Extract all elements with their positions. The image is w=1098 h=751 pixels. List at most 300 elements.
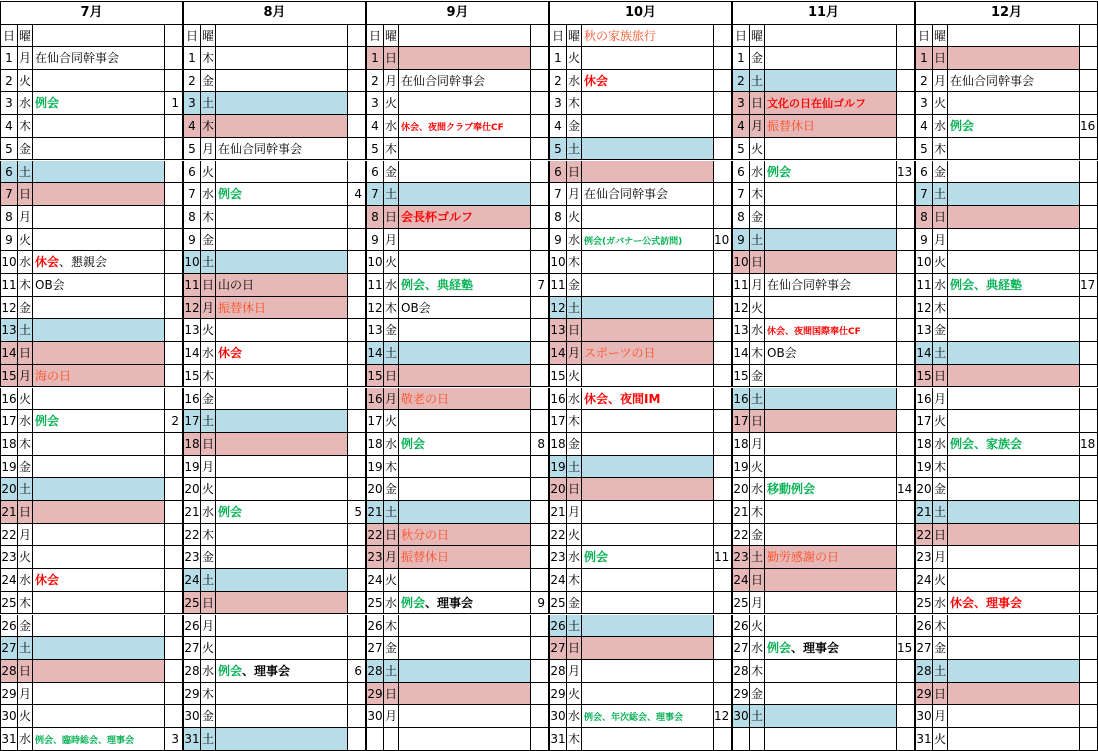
day-row (0, 365, 183, 388)
day-number: 13 (733, 319, 750, 341)
day-row (549, 251, 732, 274)
meeting-count (348, 615, 365, 637)
day-row (183, 433, 366, 456)
meeting-count (897, 410, 914, 432)
event-cell (582, 615, 714, 637)
weekday: 金 (750, 365, 765, 387)
event-text: 休会 (35, 573, 60, 588)
meeting-count (714, 365, 731, 387)
day-row (732, 183, 915, 206)
weekday: 木 (18, 592, 33, 614)
day-row (915, 569, 1098, 592)
day-number: 4 (184, 115, 201, 137)
day-number: 30 (1, 705, 18, 727)
weekday: 水 (567, 388, 582, 410)
event-cell (33, 161, 165, 183)
weekday: 土 (567, 138, 582, 160)
day-number (733, 728, 750, 750)
day-number: 8 (550, 206, 567, 228)
event-cell (399, 115, 531, 137)
weekday: 金 (933, 161, 948, 183)
meeting-count (531, 229, 548, 251)
event-cell (33, 319, 165, 341)
event-cell (33, 410, 165, 432)
day-row (183, 274, 366, 297)
day-number: 18 (367, 433, 384, 455)
day-number: 16 (916, 388, 933, 410)
event-cell (765, 410, 897, 432)
event-cell (582, 297, 714, 319)
day-row (915, 615, 1098, 638)
meeting-count (897, 47, 914, 69)
day-number: 11 (733, 274, 750, 296)
day-row (732, 319, 915, 342)
day-row (0, 592, 183, 615)
day-row (549, 478, 732, 501)
day-row (366, 365, 549, 388)
day-row (915, 342, 1098, 365)
weekday: 金 (384, 161, 399, 183)
day-row (732, 728, 915, 751)
weekday: 木 (201, 524, 216, 546)
weekday: 金 (201, 388, 216, 410)
meeting-count (165, 705, 182, 727)
meeting-count (714, 388, 731, 410)
event-cell (399, 47, 531, 69)
day-number: 15 (367, 365, 384, 387)
event-text: 振替休日 (218, 300, 267, 315)
day-number: 26 (367, 615, 384, 637)
day-number: 14 (1, 342, 18, 364)
month-title: 12月 (915, 1, 1098, 25)
day-row (366, 229, 549, 252)
meeting-count (1080, 524, 1097, 546)
weekday: 土 (201, 410, 216, 432)
weekday: 月 (18, 206, 33, 228)
day-row (0, 92, 183, 115)
weekday: 土 (933, 501, 948, 523)
day-number: 21 (184, 501, 201, 523)
day-row (183, 161, 366, 184)
weekday: 月 (750, 433, 765, 455)
day-header: 日 (916, 25, 933, 46)
meeting-count (714, 410, 731, 432)
meeting-count: 16 (1080, 119, 1096, 134)
event-cell (216, 92, 348, 114)
event-text-suffix: 、理事会 (242, 663, 291, 678)
event-text: 秋分の日 (401, 527, 450, 542)
day-number: 25 (916, 592, 933, 614)
weekday: 月 (384, 705, 399, 727)
event-cell (399, 705, 531, 727)
weekday: 月 (750, 115, 765, 137)
day-number: 1 (916, 47, 933, 69)
meeting-count (1080, 456, 1097, 478)
day-row (0, 456, 183, 479)
day-row (732, 229, 915, 252)
event-text: 勤労感謝の日 (767, 550, 840, 565)
day-row (0, 274, 183, 297)
weekday: 水 (933, 592, 948, 614)
event-cell (399, 206, 531, 228)
weekday: 火 (18, 705, 33, 727)
meeting-count (531, 478, 548, 500)
weekday: 月 (933, 388, 948, 410)
day-number: 8 (733, 206, 750, 228)
event-cell (765, 388, 897, 410)
day-row (183, 92, 366, 115)
weekday: 日 (18, 501, 33, 523)
event-text: 例会、家族会 (950, 436, 1023, 451)
day-number: 6 (916, 161, 933, 183)
meeting-count (714, 342, 731, 364)
day-number: 21 (916, 501, 933, 523)
meeting-count (165, 683, 182, 705)
day-number: 3 (733, 92, 750, 114)
weekday: 日 (567, 161, 582, 183)
event-cell (582, 592, 714, 614)
day-row (183, 251, 366, 274)
day-row (0, 683, 183, 706)
event-cell (399, 524, 531, 546)
event-text: 在仙合同幹事会 (950, 73, 1035, 88)
event-cell (765, 501, 897, 523)
event-cell (948, 274, 1080, 296)
meeting-count (165, 433, 182, 455)
meeting-count (1080, 569, 1097, 591)
column-header-row (0, 25, 183, 47)
event-cell (582, 206, 714, 228)
meeting-count: 18 (1080, 436, 1096, 451)
meeting-count (165, 478, 182, 500)
day-row (549, 92, 732, 115)
meeting-count: 6 (354, 663, 362, 678)
event-cell (948, 183, 1080, 205)
event-cell (582, 478, 714, 500)
event-cell (399, 410, 531, 432)
day-number: 20 (184, 478, 201, 500)
event-cell (582, 388, 714, 410)
event-cell (948, 546, 1080, 568)
meeting-count (897, 70, 914, 92)
day-row (366, 592, 549, 615)
meeting-count (1080, 183, 1097, 205)
day-number: 29 (916, 683, 933, 705)
weekday: 金 (933, 319, 948, 341)
meeting-count (165, 297, 182, 319)
day-number: 14 (367, 342, 384, 364)
meeting-count (348, 365, 365, 387)
day-row (915, 456, 1098, 479)
meeting-count (165, 183, 182, 205)
meeting-count (714, 161, 731, 183)
event-text-suffix: 、懇親会 (59, 255, 108, 270)
day-header: 日 (733, 25, 750, 46)
event-text: 休会 (35, 255, 60, 270)
weekday: 水 (567, 705, 582, 727)
event-cell (582, 683, 714, 705)
weekday: 木 (384, 297, 399, 319)
weekday: 木 (933, 615, 948, 637)
weekday: 金 (933, 637, 948, 659)
day-row (549, 47, 732, 70)
day-number: 20 (550, 478, 567, 500)
day-row (732, 274, 915, 297)
day-number: 19 (367, 456, 384, 478)
event-cell (765, 138, 897, 160)
day-row (183, 115, 366, 138)
day-number: 14 (916, 342, 933, 364)
day-row (366, 615, 549, 638)
event-cell (399, 388, 531, 410)
weekday: 金 (750, 524, 765, 546)
event-cell (399, 637, 531, 659)
day-number: 4 (733, 115, 750, 137)
weekday: 木 (750, 342, 765, 364)
meeting-count (348, 342, 365, 364)
day-number: 23 (550, 546, 567, 568)
day-number: 4 (367, 115, 384, 137)
day-row (366, 660, 549, 683)
event-cell (582, 274, 714, 296)
event-text: 在仙合同幹事会 (767, 278, 852, 292)
day-number: 6 (184, 161, 201, 183)
weekday: 日 (750, 92, 765, 114)
weekday: 火 (384, 92, 399, 114)
meeting-count (531, 501, 548, 523)
event-cell (33, 274, 165, 296)
weekday: 日 (18, 183, 33, 205)
day-number: 17 (733, 410, 750, 432)
day-row (366, 637, 549, 660)
day-number: 14 (550, 342, 567, 364)
day-row (915, 637, 1098, 660)
day-number: 9 (1, 229, 18, 251)
meeting-count (714, 478, 731, 500)
weekday: 月 (18, 524, 33, 546)
meeting-count (897, 319, 914, 341)
day-number: 14 (184, 342, 201, 364)
meeting-count (714, 433, 731, 455)
event-cell (765, 342, 897, 364)
day-number: 1 (367, 47, 384, 69)
day-number: 15 (733, 365, 750, 387)
event-cell (765, 92, 897, 114)
day-number: 10 (367, 251, 384, 273)
day-number: 24 (733, 569, 750, 591)
weekday: 金 (18, 138, 33, 160)
day-row (183, 319, 366, 342)
day-row (732, 683, 915, 706)
day-row (732, 410, 915, 433)
day-row (915, 524, 1098, 547)
event-cell (216, 705, 348, 727)
meeting-count (1080, 388, 1097, 410)
day-row (0, 637, 183, 660)
weekday: 土 (933, 660, 948, 682)
event-cell (33, 524, 165, 546)
weekday: 日 (750, 410, 765, 432)
day-row (915, 251, 1098, 274)
weekday: 火 (384, 251, 399, 273)
day-row (549, 229, 732, 252)
event-cell (216, 161, 348, 183)
event-cell (33, 70, 165, 92)
day-number: 21 (1, 501, 18, 523)
meeting-count: 14 (897, 482, 913, 497)
meeting-count (897, 229, 914, 251)
event-cell (948, 388, 1080, 410)
day-row (366, 342, 549, 365)
meeting-count (165, 70, 182, 92)
weekday: 月 (567, 342, 582, 364)
day-number: 19 (550, 456, 567, 478)
day-row (0, 297, 183, 320)
day-number: 3 (916, 92, 933, 114)
event-text: 休会 (584, 73, 609, 88)
event-cell (765, 319, 897, 341)
event-text: 例会 (218, 505, 243, 519)
weekday: 木 (18, 274, 33, 296)
event-cell (216, 229, 348, 251)
meeting-count (531, 637, 548, 659)
meeting-count (348, 637, 365, 659)
day-number: 2 (916, 70, 933, 92)
day-row (366, 546, 549, 569)
day-row (183, 229, 366, 252)
day-number: 27 (367, 637, 384, 659)
weekday: 水 (201, 342, 216, 364)
event-cell (33, 433, 165, 455)
day-number: 22 (550, 524, 567, 546)
day-number: 7 (184, 183, 201, 205)
day-number: 23 (184, 546, 201, 568)
event-text: 例会 (35, 96, 60, 111)
meeting-count (165, 206, 182, 228)
event-text: 在仙合同幹事会 (35, 51, 120, 65)
weekday: 日 (750, 251, 765, 273)
event-cell (399, 70, 531, 92)
weekday: 火 (18, 546, 33, 568)
weekday: 水 (750, 637, 765, 659)
meeting-count (897, 92, 914, 114)
event-header (765, 25, 897, 46)
event-text: 移動例会 (767, 482, 816, 497)
event-cell (948, 660, 1080, 682)
event-cell (216, 206, 348, 228)
event-cell (33, 728, 165, 750)
weekday: 水 (567, 70, 582, 92)
meeting-count (1080, 683, 1097, 705)
event-cell (399, 92, 531, 114)
meeting-count (714, 274, 731, 296)
day-row (732, 342, 915, 365)
weekday: 土 (18, 161, 33, 183)
meeting-count (897, 365, 914, 387)
meeting-count (897, 456, 914, 478)
weekday: 水 (18, 251, 33, 273)
meeting-count (897, 501, 914, 523)
meeting-count (714, 728, 731, 750)
weekday: 土 (933, 342, 948, 364)
event-cell (216, 138, 348, 160)
day-row (549, 161, 732, 184)
event-cell (582, 524, 714, 546)
day-number: 19 (916, 456, 933, 478)
event-header (216, 25, 348, 46)
weekday: 土 (750, 705, 765, 727)
event-cell (216, 410, 348, 432)
month-column (915, 0, 1098, 748)
day-number: 8 (916, 206, 933, 228)
weekday: 月 (18, 365, 33, 387)
weekday: 火 (201, 637, 216, 659)
meeting-count (348, 546, 365, 568)
day-row (183, 683, 366, 706)
weekday: 火 (201, 161, 216, 183)
day-number: 24 (367, 569, 384, 591)
day-number: 27 (550, 637, 567, 659)
meeting-count (714, 70, 731, 92)
day-row (915, 297, 1098, 320)
event-cell (582, 47, 714, 69)
day-number: 10 (733, 251, 750, 273)
day-header: 日 (184, 25, 201, 46)
event-cell (216, 524, 348, 546)
day-row (732, 524, 915, 547)
meeting-count (348, 161, 365, 183)
day-row (0, 524, 183, 547)
meeting-count (165, 388, 182, 410)
meeting-count (714, 206, 731, 228)
day-number: 30 (367, 705, 384, 727)
meeting-count (348, 456, 365, 478)
weekday: 土 (567, 615, 582, 637)
meeting-count (531, 206, 548, 228)
day-number: 2 (733, 70, 750, 92)
meeting-count (348, 524, 365, 546)
weekday: 月 (18, 47, 33, 69)
day-number: 13 (1, 319, 18, 341)
day-row (915, 410, 1098, 433)
weekday: 土 (933, 183, 948, 205)
weekday: 金 (384, 478, 399, 500)
day-row (549, 183, 732, 206)
event-cell (399, 501, 531, 523)
event-cell (33, 569, 165, 591)
event-cell (33, 637, 165, 659)
day-row (366, 433, 549, 456)
meeting-count (1080, 92, 1097, 114)
event-cell (948, 319, 1080, 341)
meeting-count (897, 683, 914, 705)
day-row (366, 183, 549, 206)
weekday: 火 (567, 683, 582, 705)
meeting-count (897, 705, 914, 727)
weekday: 土 (201, 728, 216, 750)
meeting-count (714, 115, 731, 137)
weekday: 日 (750, 569, 765, 591)
day-row (549, 115, 732, 138)
meeting-count (897, 206, 914, 228)
event-cell (216, 297, 348, 319)
event-cell (948, 206, 1080, 228)
day-row (183, 615, 366, 638)
day-row (0, 433, 183, 456)
event-cell (216, 319, 348, 341)
weekday: 水 (384, 115, 399, 137)
meeting-count: 12 (714, 709, 730, 724)
